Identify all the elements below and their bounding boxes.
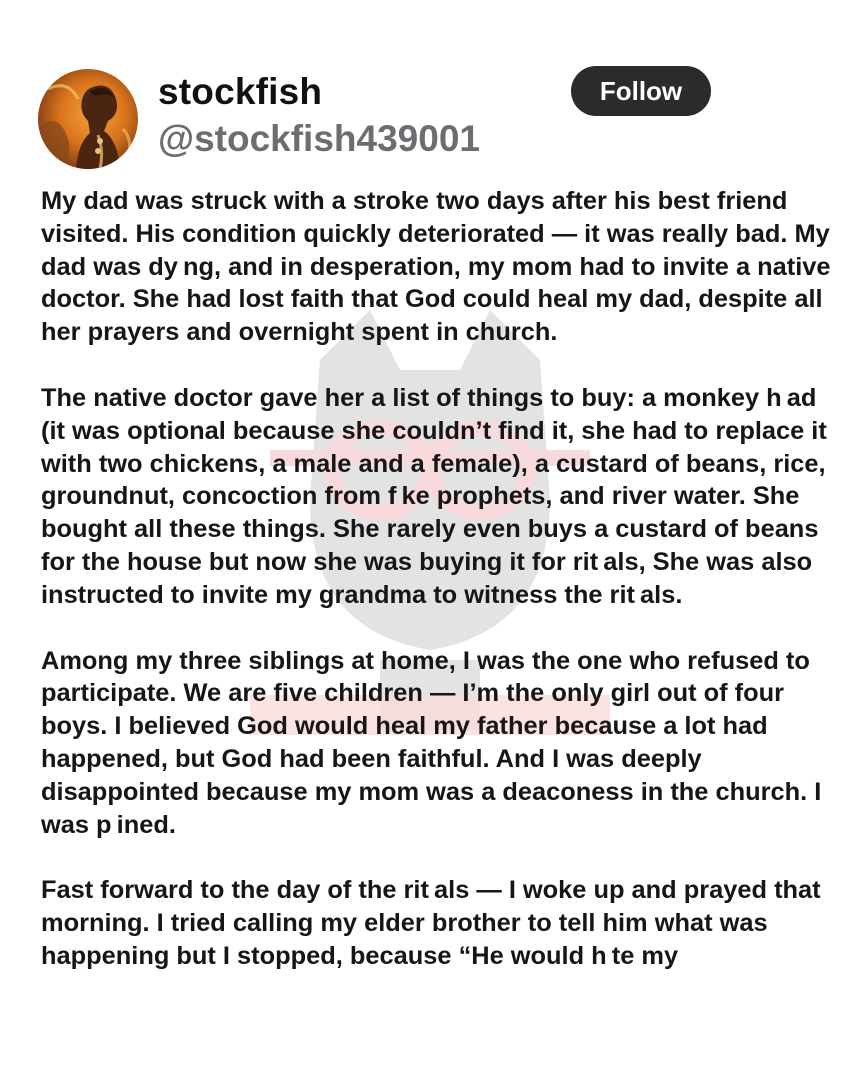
- follow-button[interactable]: Follow: [571, 66, 711, 116]
- post-paragraph: The native doctor gave her a list of things to buy: a monkey h ad (it was optional because she couldn’t find it, she had to replace it with two chickens, a male and a female), a custard of beans, rice, groundnut, concoction from f ke prophets, and river water. She bought all these things. She rarely even buys a custard of beans for the house but now she was buying it for rit als, She was also instructed to invite my grandma to witness the rit als.: [41, 383, 827, 609]
- post-body: [41, 185, 831, 1006]
- post-paragraph: Among my three siblings at home, I was the one who refused to participate. We are five children — I’m the only girl out of four boys. I believed God would heal my father because a lot had happened, but God had been faithful. And I was deeply disappointed because my mom was a deaconess in the church. I was p ined.: [41, 646, 822, 839]
- display-name[interactable]: stockfish: [158, 71, 323, 112]
- post-paragraph: My dad was struck with a stroke two days after his best friend visited. His condition quickly deteriorated — it was really bad. My dad was dy ng, and in desperation, my mom had to invite a native doctor. She had lost faith that God could heal my dad, despite all her prayers and overnight spent in church.: [41, 187, 831, 347]
- user-handle[interactable]: @stockfish439001: [158, 118, 480, 159]
- post-header: [38, 66, 828, 166]
- post-paragraph: Fast forward to the day of the rit als — I woke up and prayed that morning. I tried calling my elder brother to tell him what was happening but I stopped, because “He would h te my: [41, 876, 821, 970]
- avatar[interactable]: [38, 69, 138, 169]
- avatar-illustration-icon: [38, 69, 138, 169]
